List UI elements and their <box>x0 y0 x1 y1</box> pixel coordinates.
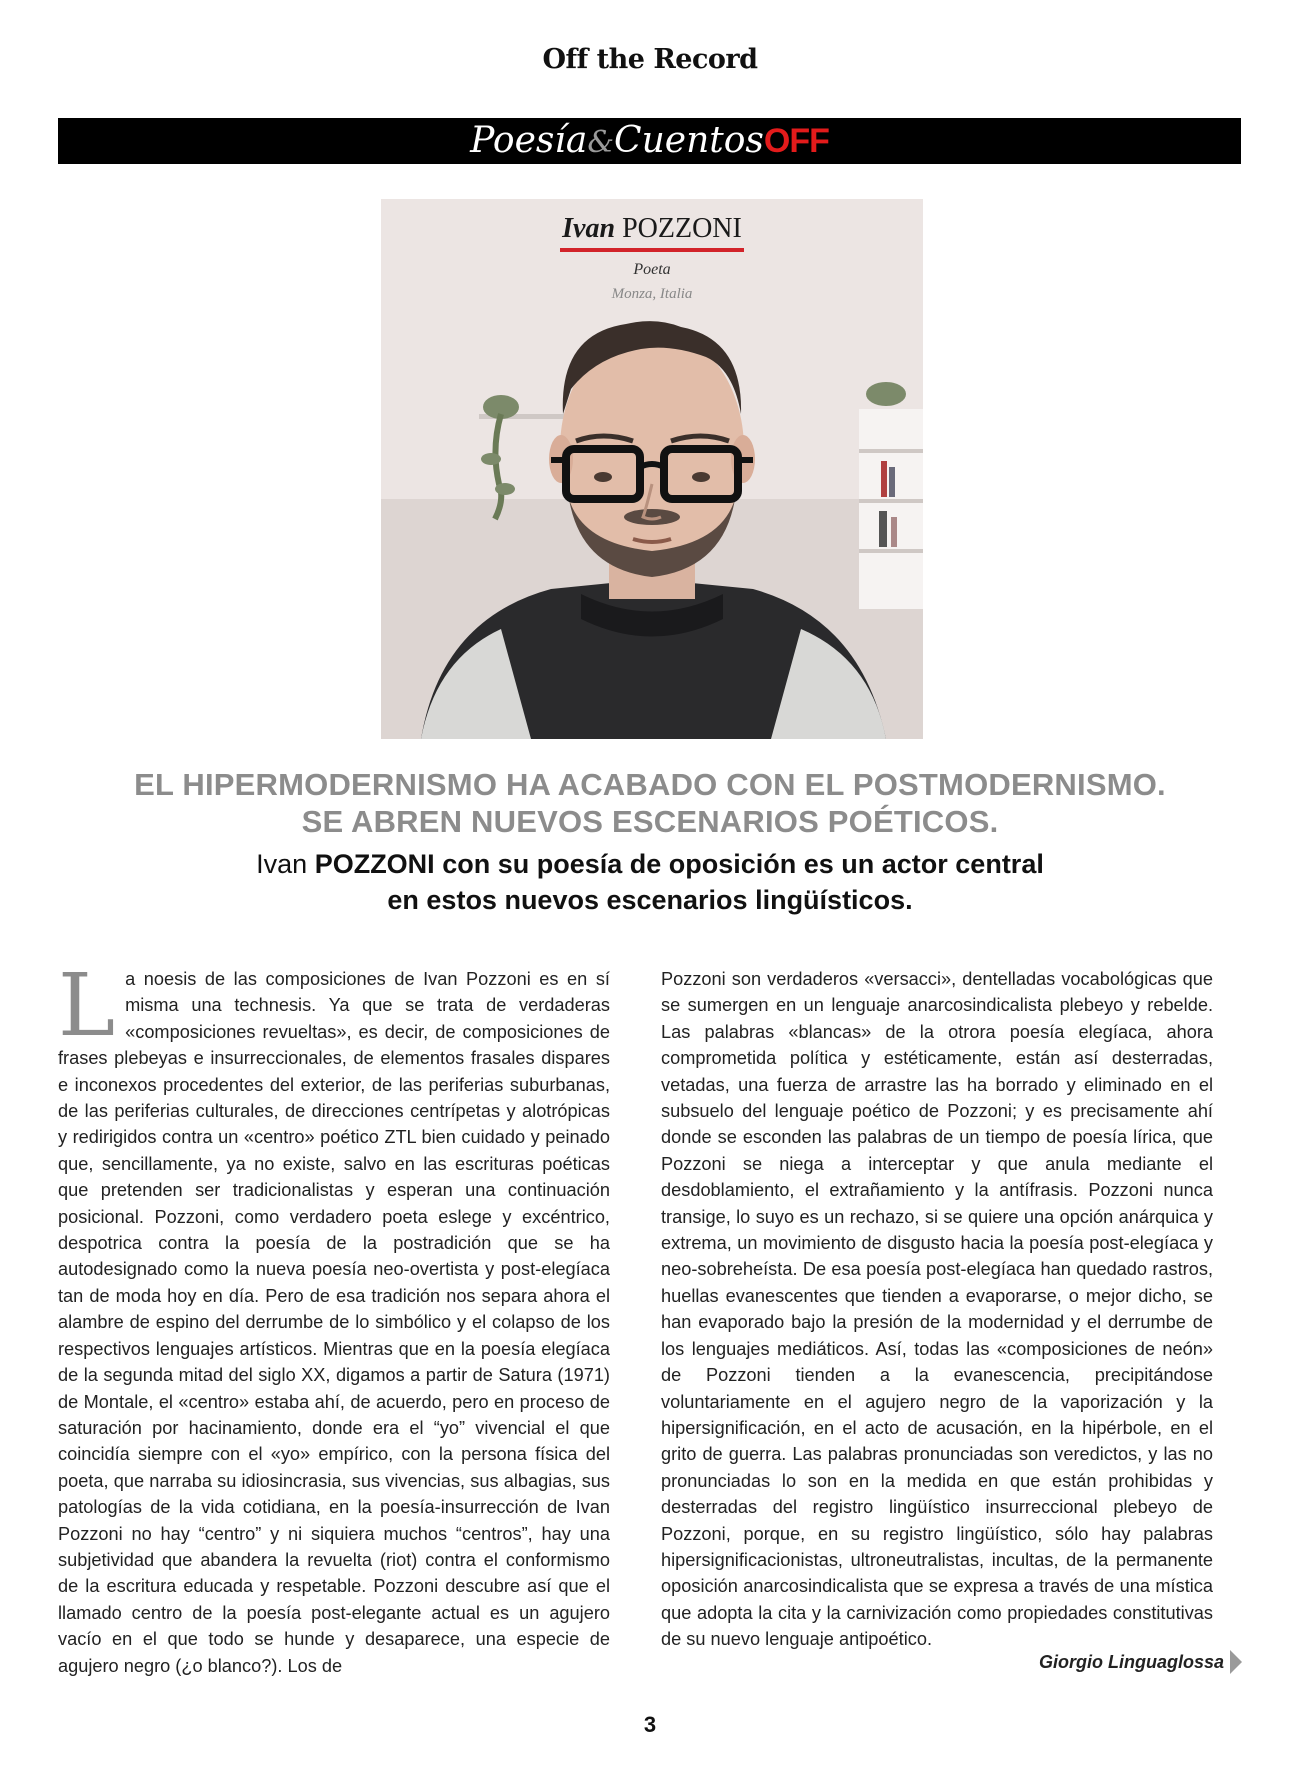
section-off-label: OFF <box>763 122 829 160</box>
article-column-left <box>58 956 610 1679</box>
masthead-logo: Off the Record <box>542 44 758 75</box>
section-ampersand: & <box>587 125 615 160</box>
portrait-last-name: POZZONI <box>622 213 742 244</box>
subhead-last-name: POZZONI <box>314 849 435 879</box>
article-subheadline <box>0 846 1300 918</box>
article-headline <box>0 766 1300 840</box>
arrow-right-icon <box>1230 1650 1242 1674</box>
headline-line-2: SE ABREN NUEVOS ESCENARIOS POÉTICOS. <box>301 804 999 839</box>
portrait-role: Poeta <box>633 261 671 278</box>
page-number: 3 <box>643 1712 657 1737</box>
article-author <box>1039 1650 1242 1674</box>
subhead-first-name: Ivan <box>256 849 315 879</box>
headline-line-1: EL HIPERMODERNISMO HA ACABADO CON EL POSTMODERNISMO. <box>134 767 1166 802</box>
subhead-rest: con su poesía de oposición es un actor central <box>434 849 1044 879</box>
drop-cap: L <box>58 956 116 1056</box>
section-word-cuentos: Cuentos <box>614 120 764 161</box>
subhead-line-2: en estos nuevos escenarios lingüísticos. <box>387 885 913 915</box>
section-banner <box>58 118 1241 164</box>
section-word-poesia: Poesía <box>470 120 588 161</box>
subhead-line-1 <box>0 846 1300 882</box>
portrait-nameplate <box>381 213 923 303</box>
left-column-text: a noesis de las composiciones de Ivan Pozzoni es en sí misma una technesis. Ya que se trata de verdaderas «composiciones revueltas», es decir, de composiciones de frases plebeyas e insurreccionales, de elementos frasales dispares e inconexos procedentes del exterior, de las periferias suburbanas, de las periferias culturales, de direcciones centrípetas y alotrópicas y redirigidos contra un «centro» poético ZTL bien cuidado y peinado que, sencillamente, ya no existe, salvo en las escrituras poéticas que pretenden ser tradicionalistas y esperan una continuación posicional. Pozzoni, como verdadero poeta eslege y excéntrico, despotrica contra la poesía de la postradición que se ha autodesignado como la nueva poesía neo-overtista y post-elegíaca tan de moda hoy en día. Pero de esa tradición nos separa ahora el alambre de espino del derrumbe de lo simbólico y el colapso de los respectivos lenguajes artísticos. Mientras que en la poesía elegíaca de la segunda mitad del siglo XX, digamos a partir de Satura (1971) de Montale, el «centro» estaba ahí, de acuerdo, pero en proceso de saturación por hacinamiento, donde era el “yo” vivencial el que coincidía siempre con el «yo» empírico, con la persona física del poeta, que narraba su idiosincrasia, sus vivencias, sus albagias, sus patologías de la vida cotidiana, en la poesía-insurrección de Ivan Pozzoni no hay “centro” y ni siquiera muchos “centros”, hay una subjetividad que abandera la revuelta (riot) contra el conformismo de la escritura educada y respetable. Pozzoni descubre así que el llamado centro de la poesía post-elegante actual es un agujero vacío en el que todo se hunde y desaparece, una especie de agujero negro (¿o blanco?). Los de <box>58 969 610 1676</box>
author-portrait <box>381 199 923 739</box>
portrait-location: Monza, Italia <box>611 286 693 302</box>
portrait-first-name: Ivan <box>562 213 616 244</box>
portrait-name <box>560 213 744 252</box>
article-column-right <box>661 966 1213 1653</box>
author-name: Giorgio Linguaglossa <box>1038 1651 1224 1672</box>
right-column-text: Pozzoni son verdaderos «versacci», dentelladas vocabológicas que se sumergen en un lenguaje anarcosindicalista plebeyo y rebelde. Las palabras «blancas» de la otrora poesía elegíaca, ahora comprometida política y estéticamente, están así desterradas, vetadas, una fuerza de arrastre las ha borrado y eliminado en el subsuelo del lenguaje poético de Pozzoni; y es precisamente ahí donde se esconden las palabras de un tiempo de poesía lírica, que Pozzoni se niega a interceptar y que anula mediante el desdoblamiento, el extrañamiento y la antífrasis. Pozzoni nunca transige, lo suyo es un rechazo, si se quiere una opción anárquica y extrema, un movimiento de disgusto hacia la poesía post-elegíaca y neo-sobreheísta. De esa poesía post-elegíaca han quedado rastros, huellas evanescentes que tienden a evaporarse, o mejor dicho, se han evaporado bajo la presión de la modernidad y el derrumbe de los lenguajes mediáticos. Así, todas las «composiciones de neón» de Pozzoni tienden a la evanescencia, precipitándose voluntariamente en el agujero negro de la vaporización y la hipersignificación, en el acto de acusación, en la hipérbole, en el grito de guerra. Las palabras pronunciadas son veredictos, y las no pronunciadas lo son en la medida en que están prohibidas y desterradas del registro lingüístico insurreccional plebeyo de Pozzoni, porque, en su registro lingüístico, sólo hay palabras hipersignificacionistas, ultroneutralistas, incultas, de la permanente oposición anarcosindicalista que se expresa a través de una mística que adopta la cita y la carnivización como propiedades constitutivas de su nuevo lenguaje antipoético. <box>661 969 1213 1650</box>
